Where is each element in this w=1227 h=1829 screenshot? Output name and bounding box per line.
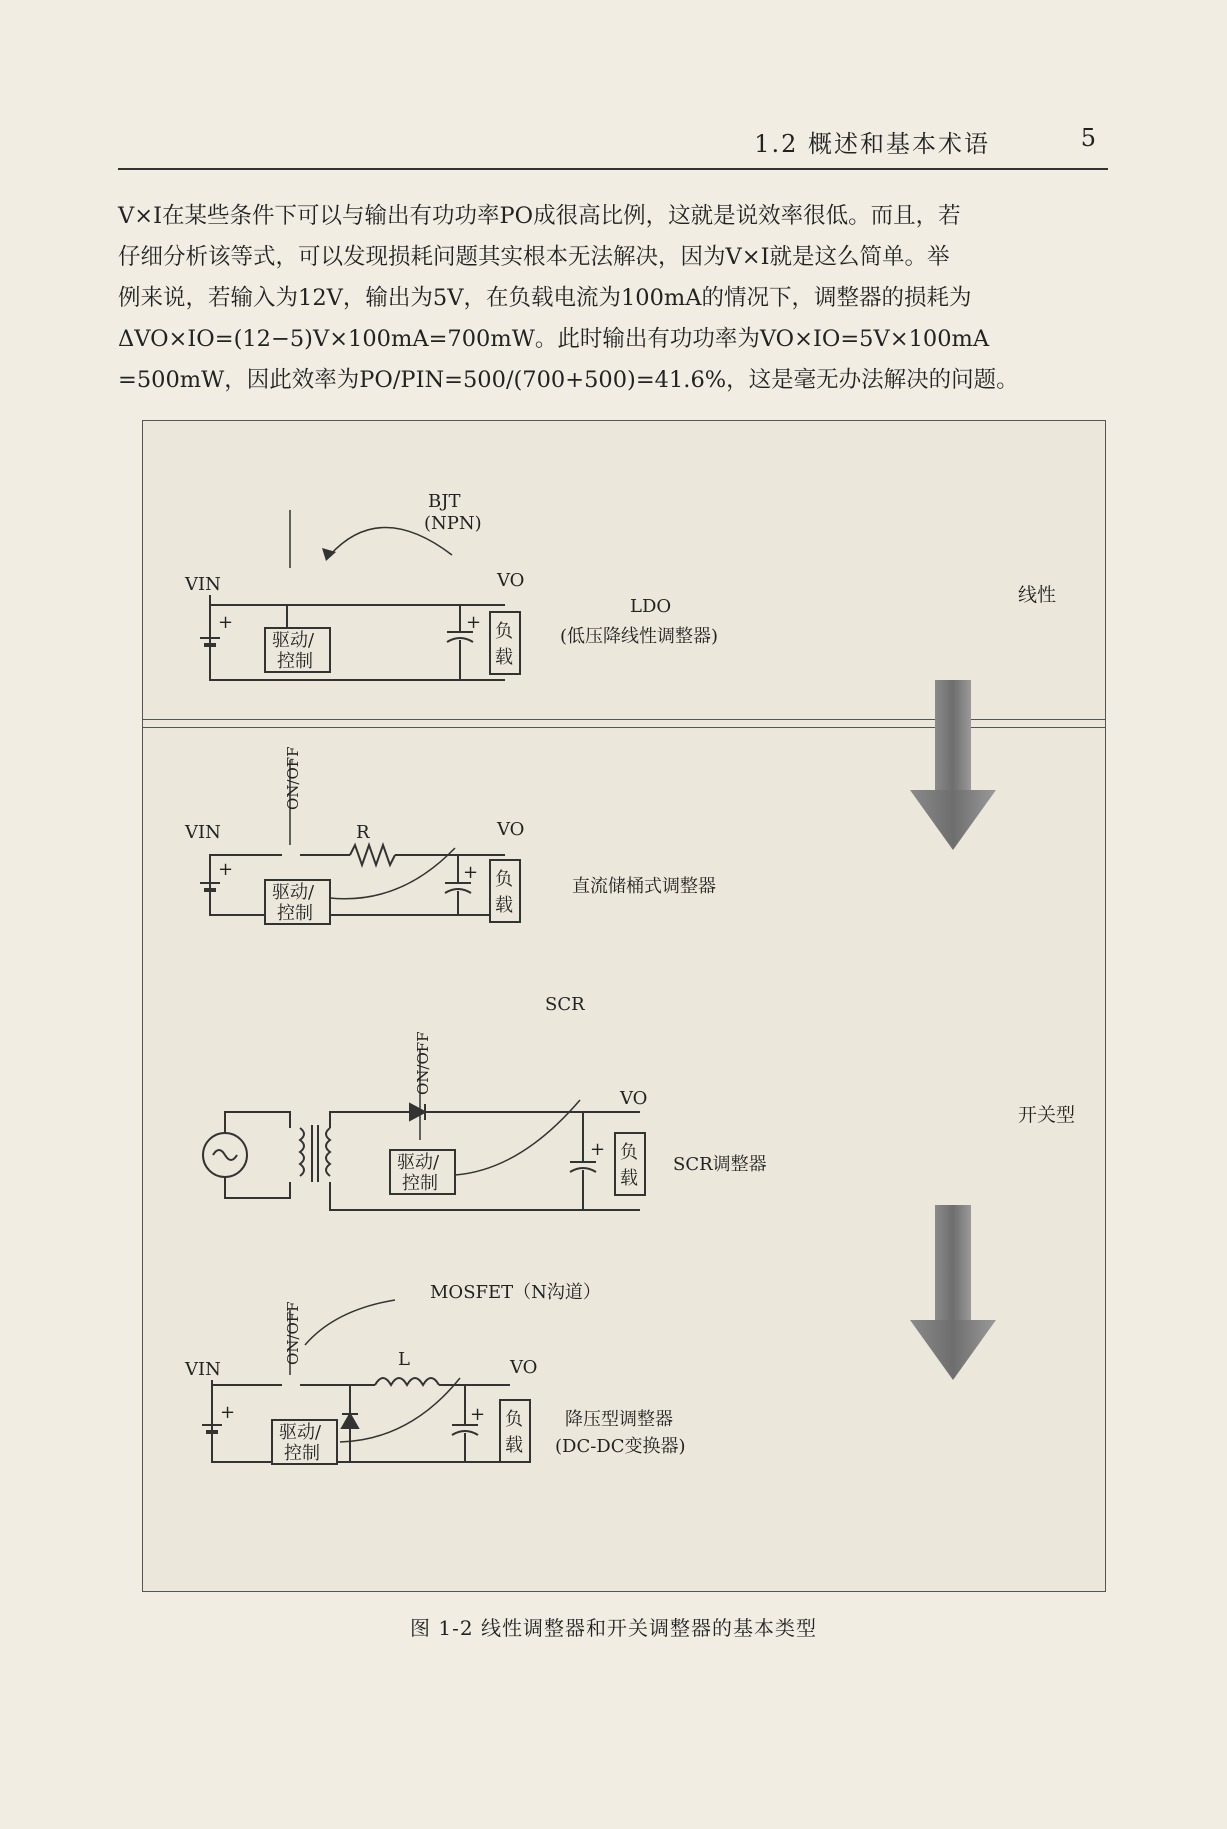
text-line: V×I在某些条件下可以与输出有功功率PO成很高比例，这就是说效率很低。而且，若	[118, 203, 961, 229]
text-line: 例来说，若输入为12V，输出为5V，在负载电流为100mA的情况下，调整器的损耗为	[118, 285, 972, 311]
ldo-plus-label: +	[466, 612, 482, 633]
scr-plus-label: +	[590, 1139, 606, 1160]
bucket-load-label: 负	[495, 869, 513, 890]
text-line: 仔细分析该等式，可以发现损耗问题其实根本无法解决，因为V×I就是这么简单。举	[118, 244, 950, 270]
ldo-control-label: 控制	[277, 651, 313, 672]
buck-inductor-label: L	[398, 1349, 410, 1370]
scr-onoff-label: ON/OFF	[414, 1031, 432, 1095]
figure-caption: 图 1-2 线性调整器和开关调整器的基本类型	[410, 1616, 817, 1640]
down-arrow	[910, 1205, 996, 1380]
buck-device-label: MOSFET（N沟道）	[430, 1282, 601, 1303]
buck-title: 降压型调整器	[565, 1409, 673, 1430]
linear-label: 线性	[1018, 584, 1057, 606]
buck-vo-label: VO	[510, 1357, 538, 1378]
scr-vo-label: VO	[620, 1088, 648, 1109]
buck-circuit	[202, 1300, 530, 1464]
bucket-plus-label: +	[218, 859, 234, 880]
scr-load-label: 负	[620, 1142, 638, 1163]
switching-label: 开关型	[1018, 1104, 1076, 1126]
bucket-resistor-label: R	[356, 822, 370, 843]
bucket-load-label: 载	[495, 895, 513, 916]
bucket-title: 直流储桶式调整器	[572, 876, 716, 897]
ldo-load-label: 负	[495, 621, 513, 642]
ldo-title: LDO	[630, 596, 672, 617]
bucket-drive-label: 驱动/	[272, 882, 315, 903]
ldo-vo-label: VO	[497, 570, 525, 591]
scr-drive-label: 驱动/	[397, 1152, 440, 1173]
buck-plus-label: +	[220, 1402, 236, 1423]
text-line: =500mW，因此效率为PO/PIN=500/(700+500)=41.6%，这是毫无办法解决的问题。	[118, 367, 1019, 393]
bucket-control-label: 控制	[277, 903, 313, 924]
section-title: 1.2 概述和基本术语	[754, 130, 990, 158]
text-line: ΔVO×IO=(12−5)V×100mA=700mW。此时输出有功功率为VO×IO=5V×100mA	[118, 326, 990, 352]
bucket-plus-label: +	[463, 862, 479, 883]
buck-vin-label: VIN	[185, 1359, 221, 1380]
ldo-device-label: BJT	[428, 491, 461, 512]
ldo-load-label: 载	[495, 647, 513, 668]
buck-control-label: 控制	[284, 1443, 320, 1464]
buck-plus-label: +	[470, 1404, 486, 1425]
page-number: 5	[1080, 124, 1096, 152]
ldo-circuit	[200, 510, 520, 680]
scr-load-label: 载	[620, 1168, 638, 1189]
buck-load-label: 负	[505, 1409, 523, 1430]
scr-device-label: SCR	[545, 994, 585, 1015]
ldo-vin-label: VIN	[185, 574, 221, 595]
ldo-subtitle: (低压降线性调整器)	[560, 626, 719, 647]
ldo-device-sub-label: (NPN)	[424, 513, 482, 534]
buck-drive-label: 驱动/	[279, 1422, 322, 1443]
bucket-onoff-label: ON/OFF	[284, 746, 302, 810]
buck-subtitle: (DC-DC变换器)	[555, 1436, 686, 1457]
ldo-drive-label: 驱动/	[272, 630, 315, 651]
down-arrow	[910, 680, 996, 850]
bucket-vo-label: VO	[497, 819, 525, 840]
buck-load-label: 载	[505, 1435, 523, 1456]
ldo-plus-label: +	[218, 612, 234, 633]
buck-onoff-label: ON/OFF	[284, 1301, 302, 1365]
scr-control-label: 控制	[402, 1173, 438, 1194]
scr-title: SCR调整器	[673, 1154, 767, 1175]
bucket-vin-label: VIN	[185, 822, 221, 843]
